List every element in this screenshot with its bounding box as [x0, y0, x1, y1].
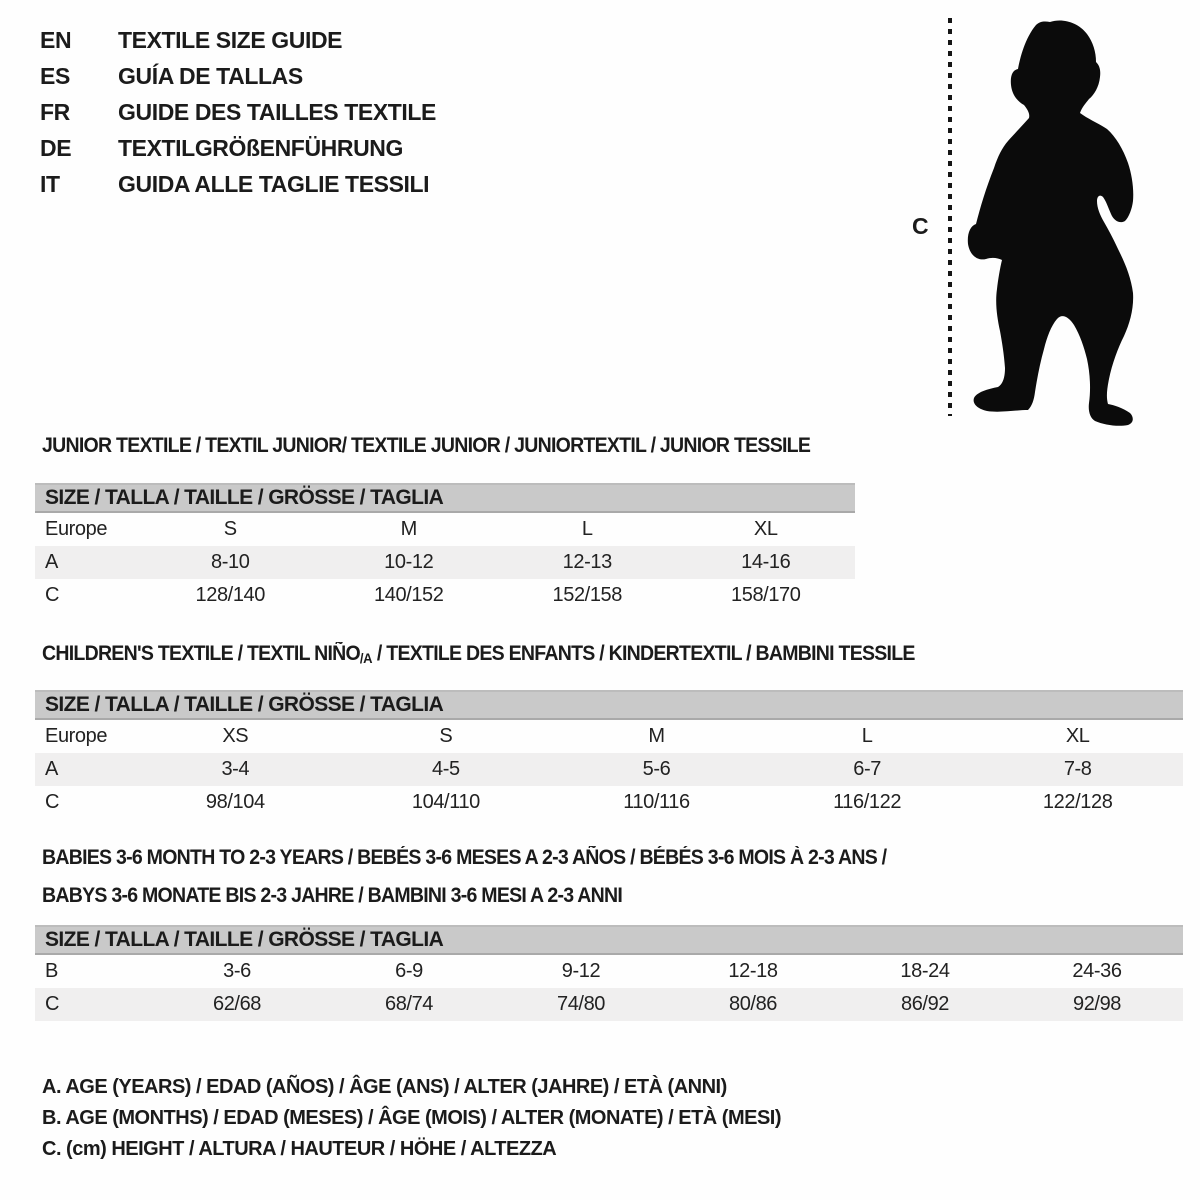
- row-label: A: [45, 551, 58, 573]
- children-title-before: CHILDREN'S TEXTILE / TEXTIL NIÑO: [42, 642, 360, 665]
- children-title-sub: /A: [359, 650, 373, 666]
- row-label: A: [45, 758, 58, 780]
- babies-section-title-line2: BABYS 3-6 MONATE BIS 2-3 JAHRE / BAMBINI 3-6 MESI A 2-3 ANNI: [42, 884, 623, 907]
- table-cell: L: [581, 518, 593, 540]
- table-row: [35, 955, 1183, 988]
- legend-line-a: A. AGE (YEARS) / EDAD (AÑOS) / ÂGE (ANS) / ALTER (JAHRE) / ETÀ (ANNI): [42, 1076, 727, 1098]
- table-cell: 74/80: [556, 993, 606, 1015]
- table-row: [35, 753, 1183, 786]
- table-cell: 80/86: [728, 993, 778, 1015]
- row-label: Europe: [45, 518, 108, 540]
- table-cell: 128/140: [195, 584, 265, 606]
- children-section-title: [42, 642, 915, 666]
- table-row: [35, 720, 1183, 753]
- table-cell: XL: [753, 518, 778, 540]
- row-label: C: [45, 791, 60, 813]
- table-cell: 6-9: [395, 960, 423, 982]
- table-cell: 7-8: [1063, 758, 1092, 780]
- legend-line-c: C. (cm) HEIGHT / ALTURA / HAUTEUR / HÖHE / ALTEZZA: [42, 1138, 557, 1160]
- table-cell: XS: [222, 725, 249, 747]
- table-cell: 116/122: [833, 791, 902, 813]
- children-size-table: [35, 690, 1183, 819]
- lang-title-de: TEXTILGRÖßENFÜHRUNG: [118, 135, 403, 161]
- table-row: [35, 988, 1183, 1021]
- table-cell: S: [223, 518, 237, 540]
- toddler-silhouette-icon: [940, 10, 1180, 430]
- table-cell: 14-16: [741, 551, 791, 573]
- table-cell: 18-24: [900, 960, 950, 982]
- legend-line-b: B. AGE (MONTHS) / EDAD (MESES) / ÂGE (MOIS) / ALTER (MONATE) / ETÀ (MESI): [42, 1107, 782, 1129]
- lang-title-fr: GUIDE DES TAILLES TEXTILE: [118, 99, 436, 125]
- size-table-header: SIZE / TALLA / TAILLE / GRÖSSE / TAGLIA: [35, 690, 1183, 720]
- table-cell: 3-4: [221, 758, 250, 780]
- lang-code-it: IT: [40, 171, 60, 197]
- table-cell: 8-10: [211, 551, 250, 573]
- language-title-block: [40, 28, 436, 196]
- table-cell: 86/92: [900, 993, 950, 1015]
- row-label: C: [45, 584, 60, 606]
- table-cell: S: [439, 725, 453, 747]
- table-cell: 140/152: [374, 584, 444, 606]
- lang-code-en: EN: [40, 27, 72, 53]
- size-table-header: SIZE / TALLA / TAILLE / GRÖSSE / TAGLIA: [35, 483, 855, 513]
- junior-size-table: [35, 483, 855, 612]
- table-cell: 4-5: [432, 758, 460, 780]
- lang-code-de: DE: [40, 135, 72, 161]
- table-cell: 122/128: [1042, 791, 1113, 813]
- table-row: [35, 513, 855, 546]
- table-cell: 6-7: [853, 758, 881, 780]
- table-cell: 110/116: [623, 791, 690, 813]
- table-cell: 9-12: [561, 960, 601, 982]
- table-cell: 104/110: [411, 791, 480, 813]
- table-row: [35, 546, 855, 579]
- junior-section-title: JUNIOR TEXTILE / TEXTIL JUNIOR/ TEXTILE JUNIOR / JUNIORTEXTIL / JUNIOR TESSILE: [42, 434, 811, 457]
- table-cell: 62/68: [212, 993, 262, 1015]
- lang-title-en: TEXTILE SIZE GUIDE: [118, 27, 343, 53]
- table-cell: XL: [1065, 725, 1090, 747]
- table-cell: M: [400, 518, 417, 540]
- babies-size-table: [35, 925, 1183, 1021]
- table-cell: L: [861, 725, 873, 747]
- table-cell: 12-18: [728, 960, 778, 982]
- children-title-after: / TEXTILE DES ENFANTS / KINDERTEXTIL / BAMBINI TESSILE: [372, 642, 915, 665]
- table-cell: 12-13: [562, 551, 612, 573]
- table-cell: 98/104: [205, 791, 265, 813]
- table-cell: 158/170: [731, 584, 801, 606]
- table-cell: 24-36: [1072, 960, 1122, 982]
- table-cell: 92/98: [1072, 993, 1122, 1015]
- size-table-header: SIZE / TALLA / TAILLE / GRÖSSE / TAGLIA: [35, 925, 1183, 955]
- table-row: [35, 579, 855, 612]
- measure-label-c: C: [912, 213, 929, 239]
- lang-title-es: GUÍA DE TALLAS: [118, 63, 303, 89]
- legend-block: [42, 1076, 781, 1169]
- lang-code-es: ES: [40, 63, 70, 89]
- table-cell: 3-6: [223, 960, 251, 982]
- table-row: [35, 786, 1183, 819]
- row-label: Europe: [45, 725, 108, 747]
- babies-section-title-line1: BABIES 3-6 MONTH TO 2-3 YEARS / BEBÉS 3-6 MESES A 2-3 AÑOS / BÉBÉS 3-6 MOIS À 2-3 ANS /: [42, 846, 887, 869]
- table-cell: 5-6: [642, 758, 671, 780]
- lang-code-fr: FR: [40, 99, 70, 125]
- table-cell: 152/158: [552, 584, 622, 606]
- row-label: C: [45, 993, 60, 1015]
- table-cell: 68/74: [384, 993, 434, 1015]
- row-label: B: [45, 960, 58, 982]
- table-cell: M: [648, 725, 665, 747]
- lang-title-it: GUIDA ALLE TAGLIE TESSILI: [118, 171, 430, 197]
- table-cell: 10-12: [384, 551, 434, 573]
